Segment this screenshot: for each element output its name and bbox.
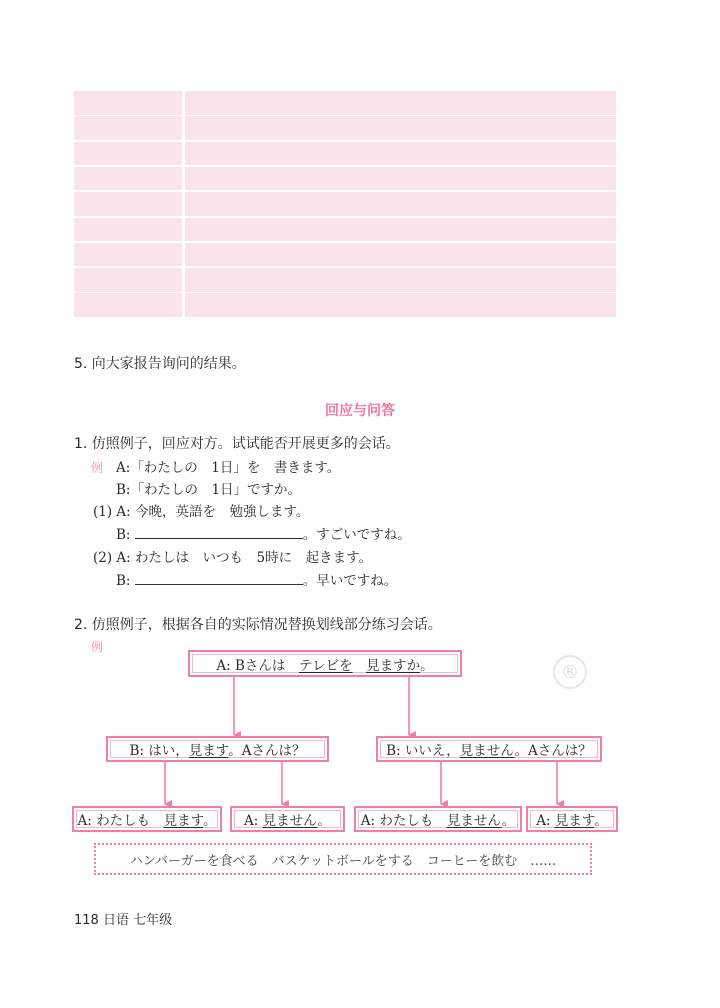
dialogue-box-answer-4: A: 見ます。 xyxy=(526,806,618,832)
line-prefix: B: xyxy=(116,573,131,589)
section-title: 回应与问答 xyxy=(325,403,395,419)
dialogue-box-answer-3: A: わたしも 見ません。 xyxy=(354,806,522,832)
line-suffix: 。すごいですね。 xyxy=(302,527,411,543)
dialogue-box-no: B: いいえ，見ません。Aさんは？ xyxy=(376,736,602,762)
question-5: 5. 向大家报告询问的结果。 xyxy=(74,356,246,372)
substitution-options-box: ハンバーガーを食べる バスケットボールをする コーヒーを飲む …… xyxy=(94,843,592,875)
question-2-title: 2. 仿照例子，根据各自的实际情况替换划线部分练习会话。 xyxy=(74,617,442,633)
dialogue-box-question: A: Bさんは テレビを 見ますか。 xyxy=(188,650,462,677)
example-mark: 例 xyxy=(91,461,104,475)
example-line-a: A:「わたしの 1日」を 書きます。 xyxy=(116,460,341,476)
page-footer: 118 日语 七年级 xyxy=(74,913,173,928)
question-1-title: 1. 仿照例子，回应对方。试试能否开展更多的会话。 xyxy=(74,436,400,452)
dialogue-box-answer-1: A: わたしも 見ます。 xyxy=(72,806,222,832)
line-prefix: B: xyxy=(116,527,131,543)
dialogue-box-answer-2: A: 見ません。 xyxy=(230,806,345,832)
practice-2-line-a: (2) A: わたしは いつも 5時に 起きます。 xyxy=(93,550,373,566)
registered-watermark: ® xyxy=(553,655,587,689)
practice-1-line-a: (1) A: 今晚，英語を 勉強します。 xyxy=(93,504,310,520)
example-mark: 例 xyxy=(91,640,104,654)
dialogue-box-yes: B: はい，見ます。Aさんは？ xyxy=(106,736,329,762)
example-line-b: B:「わたしの 1日」ですか。 xyxy=(116,482,302,498)
line-suffix: 。早いですね。 xyxy=(302,573,398,589)
